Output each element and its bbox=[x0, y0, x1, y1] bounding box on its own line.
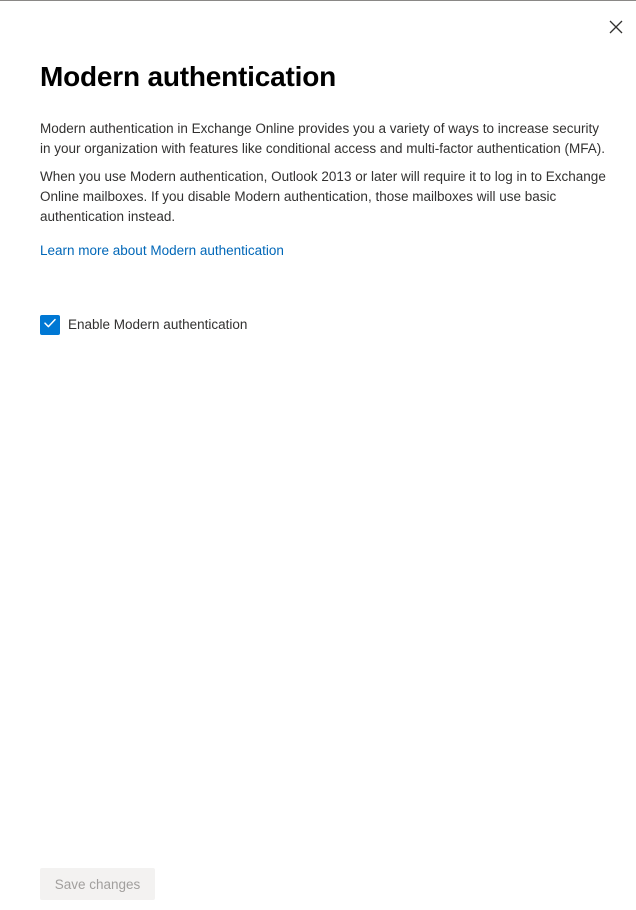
learn-more-link[interactable]: Learn more about Modern authentication bbox=[40, 243, 284, 258]
close-icon bbox=[609, 20, 623, 34]
enable-modern-auth-checkbox[interactable] bbox=[40, 315, 247, 335]
description-paragraph-1: Modern authentication in Exchange Online provides you a variety of ways to increase security in your organization with features like conditional access and multi-factor authentication (MFA). bbox=[40, 121, 606, 156]
panel-title: Modern authentication bbox=[40, 61, 337, 92]
panel-description bbox=[40, 119, 608, 261]
description-paragraph-2: When you use Modern authentication, Outlook 2013 or later will require it to log in to Exchange Online mailboxes. If you disable Modern authentication, those mailboxes will use basic authentication instead. bbox=[40, 169, 606, 224]
close-button[interactable] bbox=[602, 13, 630, 41]
checkbox-box[interactable] bbox=[40, 315, 60, 335]
checkmark-icon bbox=[43, 316, 57, 335]
save-changes-button[interactable]: Save changes bbox=[40, 868, 155, 900]
checkbox-label: Enable Modern authentication bbox=[68, 317, 248, 332]
